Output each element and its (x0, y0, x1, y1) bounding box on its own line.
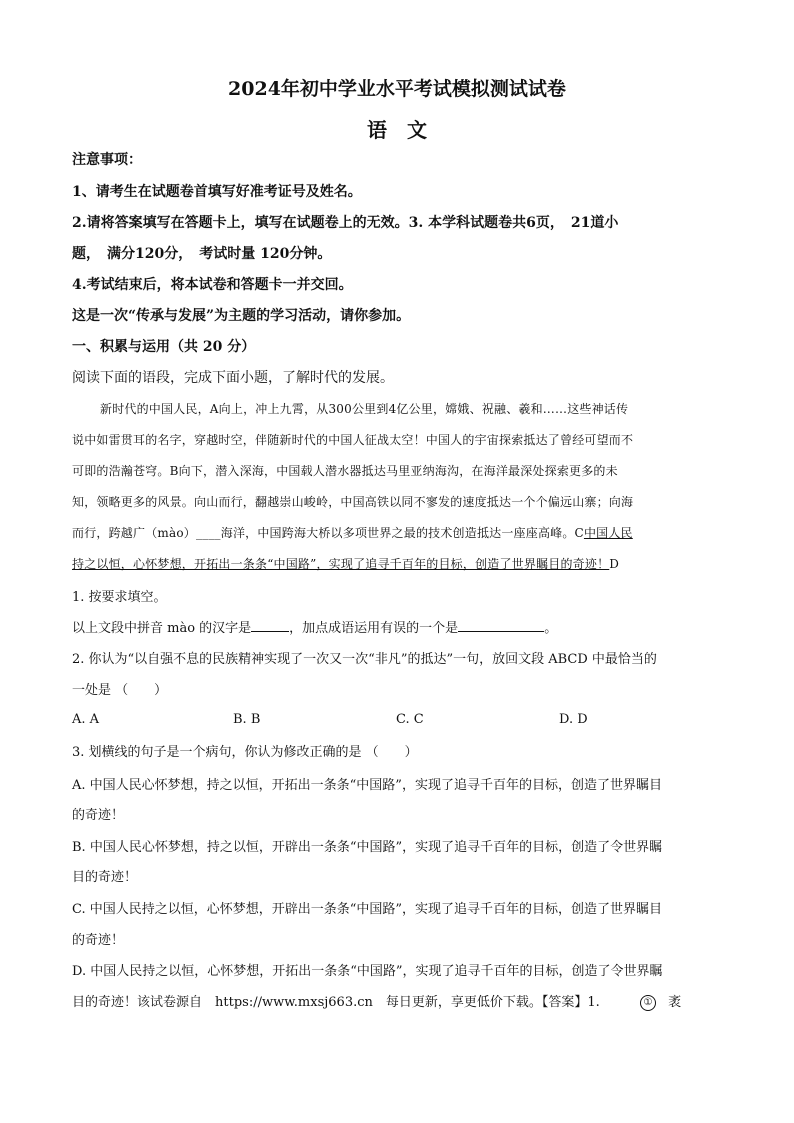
passage-line-3: 可即的浩瀚苍穹。B向下，潜入深海，中国载人潜水器抵达马里亚纳海沟，在海洋最深处探索更多的未 (72, 464, 618, 478)
passage-line-4: 知，领略更多的风景。向山而行，翻越崇山峻岭，中国高铁以同不寥发的速度抵达一个个偏远山寨；向海 (72, 495, 634, 509)
q3-option-d-line-2 (72, 993, 681, 1013)
passage-line-5-text: 而行，跨越广（mào）____海洋，中国跨海大桥以多项世界之最的技术创造抵达一座座高峰。C (72, 526, 584, 540)
option-d[interactable]: D. D (559, 712, 588, 727)
passage-line-1: 新时代的中国人民，A向上，冲上九霄，从300公里到4亿公里，嫦娥、祝融、羲和……这些神话传 (100, 402, 629, 416)
question-1-part-b: ，加点成语运用有误的一个是 (289, 621, 459, 636)
passage-line-5 (72, 524, 633, 542)
notice-item-2-cont: 题， 满分120分， 考试时量 120分钟。 (72, 246, 332, 262)
passage-line-2: 说中如雷贯耳的名字，穿越时空，伴随新时代的中国人征战太空！中国人的宇宙探索抵达了曾经可望而不 (72, 433, 634, 447)
notice-item-1: 1、请考生在试题卷首填写好准考证号及姓名。 (72, 184, 362, 200)
question-1-part-c: 。 (544, 621, 558, 636)
q3-option-b-line-2: 目的奇迹！ (72, 870, 138, 885)
subject-title: 语 文 (367, 118, 427, 142)
option-c[interactable]: C. C (396, 712, 424, 727)
underlined-sentence-start: 中国人民 (583, 526, 633, 540)
answer-blank-2[interactable] (458, 631, 544, 632)
answer-character: 袤 (668, 995, 682, 1010)
answer-blank-1[interactable] (251, 631, 289, 632)
passage-marker-d: D (609, 557, 620, 571)
underlined-sentence: 持之以恒，心怀梦想，开拓出一条条“中国路”，实现了追寻千百年的目标，创造了世界瞩目的奇迹！ (72, 557, 610, 571)
q3-option-a-line-1[interactable]: A. 中国人民心怀梦想，持之以恒，开拓出一条条“中国路”，实现了追寻千百年的目标，创造了世界瞩目 (72, 778, 662, 793)
q3-option-c-line-1[interactable]: C. 中国人民持之以恒，心怀梦想，开辟出一条条“中国路”，实现了追寻千百年的目标，创造了世界瞩目 (72, 902, 663, 917)
q3-option-a-line-2: 的奇迹！ (72, 808, 125, 823)
q3-option-d-tail-and-source: 目的奇迹！该试卷源自 https://www.mxsj663.cn 每日更新，享更低价下载。【答案】1. (72, 995, 600, 1010)
q3-option-d-line-1[interactable]: D. 中国人民持之以恒，心怀梦想，开拓出一条条“中国路”，实现了追寻千百年的目标，创造了令世界瞩 (72, 964, 663, 979)
question-1-label: 1. 按要求填空。 (72, 590, 167, 605)
question-2-line-1: 2. 你认为“以自强不息的民族精神实现了一次又一次“非凡”的抵达”一句，放回文段 ABCD 中最恰当的 (72, 652, 657, 667)
circled-number-icon: ① (640, 995, 656, 1011)
question-1-text (72, 619, 557, 639)
option-a[interactable]: A. A (72, 712, 100, 727)
question-2-line-2: 一处是 （ ） (72, 683, 168, 698)
option-b[interactable]: B. B (233, 712, 261, 727)
q3-option-b-line-1[interactable]: B. 中国人民心怀梦想，持之以恒，开辟出一条条“中国路”，实现了追寻千百年的目标，创造了令世界瞩 (72, 840, 663, 855)
activity-theme: 这是一次“传承与发展”为主题的学习活动，请你参加。 (72, 308, 411, 324)
exam-title: 2024年初中学业水平考试模拟测试试卷 (228, 78, 566, 100)
notice-heading: 注意事项： (72, 152, 142, 168)
notice-item-4: 4.考试结束后，将本试卷和答题卡一并交回。 (72, 277, 353, 293)
section-heading: 一、积累与运用（共 20 分） (72, 339, 256, 355)
question-3-stem: 3. 划横线的句子是一个病句，你认为修改正确的是 （ ） (72, 745, 418, 760)
section-intro: 阅读下面的语段，完成下面小题，了解时代的发展。 (72, 370, 394, 386)
q3-option-c-line-2: 的奇迹！ (72, 933, 125, 948)
notice-item-2: 2.请将答案填写在答题卡上，填写在试题卷上的无效。3. 本学科试题卷共6页， 21道小 (72, 215, 619, 231)
question-1-part-a: 以上文段中拼音 mào 的汉字是 (72, 621, 252, 636)
passage-line-6 (72, 555, 619, 573)
question-2-options (72, 712, 592, 732)
